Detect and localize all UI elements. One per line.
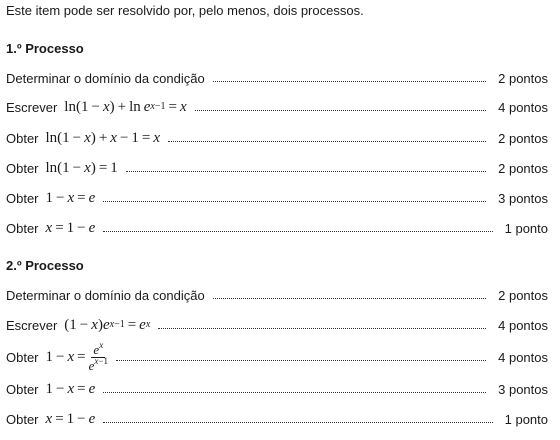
- process-2-step-2: [6, 314, 548, 336]
- step-lead: Obter: [6, 349, 39, 365]
- step-formula: ln(1 − x ) + x − 1 = x: [45, 129, 161, 146]
- process-1-step-3: [6, 127, 548, 149]
- process-1-step-6: [6, 217, 548, 239]
- step-formula: (1 − x ) e x−1 = e x: [64, 316, 151, 333]
- step-points: 3 pontos: [498, 190, 548, 206]
- process-2-step-4: [6, 378, 548, 400]
- dot-leader: [103, 230, 492, 232]
- step-points: 4 pontos: [498, 349, 548, 365]
- fraction: $\frac{e^x}{e^{x-1}}$: [88, 339, 108, 373]
- dot-leader: [158, 327, 486, 329]
- process-2-step-5: [6, 408, 548, 430]
- step-points: 2 pontos: [498, 160, 548, 176]
- step-lead: Obter: [6, 160, 39, 176]
- step-points: 4 pontos: [498, 99, 548, 115]
- dot-leader: [213, 80, 486, 82]
- step-formula: 1 − x = e: [45, 189, 96, 206]
- step-points: 2 pontos: [498, 70, 548, 86]
- step-formula: 1 − x = $\frac{e^x}{e^{x-1}}$: [45, 339, 108, 373]
- process-2-title: 2.º Processo: [6, 258, 84, 273]
- dot-leader: [103, 421, 492, 423]
- step-points: 1 ponto: [504, 220, 548, 236]
- step-points: 2 pontos: [498, 287, 548, 303]
- step-lead: Obter: [6, 190, 39, 206]
- process-1-step-5: [6, 187, 548, 209]
- step-points: 1 ponto: [504, 411, 548, 427]
- step-formula: 1 − x = e: [45, 380, 96, 397]
- step-lead: Obter: [6, 411, 39, 427]
- process-2-step-3: [6, 340, 548, 374]
- dot-leader: [168, 140, 486, 142]
- step-points: 2 pontos: [498, 130, 548, 146]
- step-lead: Determinar o domínio da condição: [6, 70, 205, 86]
- dot-leader: [213, 297, 486, 299]
- step-formula: x = 1 − e: [45, 410, 96, 427]
- step-lead: Determinar o domínio da condição: [6, 287, 205, 303]
- step-lead: Obter: [6, 130, 39, 146]
- process-2-step-1: [6, 284, 548, 306]
- step-points: 4 pontos: [498, 317, 548, 333]
- dot-leader: [103, 200, 486, 202]
- step-lead: Escrever: [6, 317, 58, 333]
- dot-leader: [103, 391, 486, 393]
- step-formula: ln(1 − x ) + ln e x−1 = x: [64, 98, 187, 115]
- step-lead: Escrever: [6, 99, 58, 115]
- step-lead: Obter: [6, 220, 39, 236]
- step-formula: x = 1 − e: [45, 219, 96, 236]
- step-formula: ln(1 − x ) = 1: [45, 159, 118, 176]
- step-lead: Obter: [6, 381, 39, 397]
- process-1-step-1: [6, 67, 548, 89]
- process-1-title: 1.º Processo: [6, 41, 84, 56]
- dot-leader: [126, 170, 486, 172]
- intro-text: Este item pode ser resolvido por, pelo menos, dois processos.: [6, 3, 364, 18]
- process-1-step-2: [6, 96, 548, 118]
- step-points: 3 pontos: [498, 381, 548, 397]
- dot-leader: [195, 109, 486, 111]
- process-1-step-4: [6, 157, 548, 179]
- dot-leader: [116, 359, 486, 361]
